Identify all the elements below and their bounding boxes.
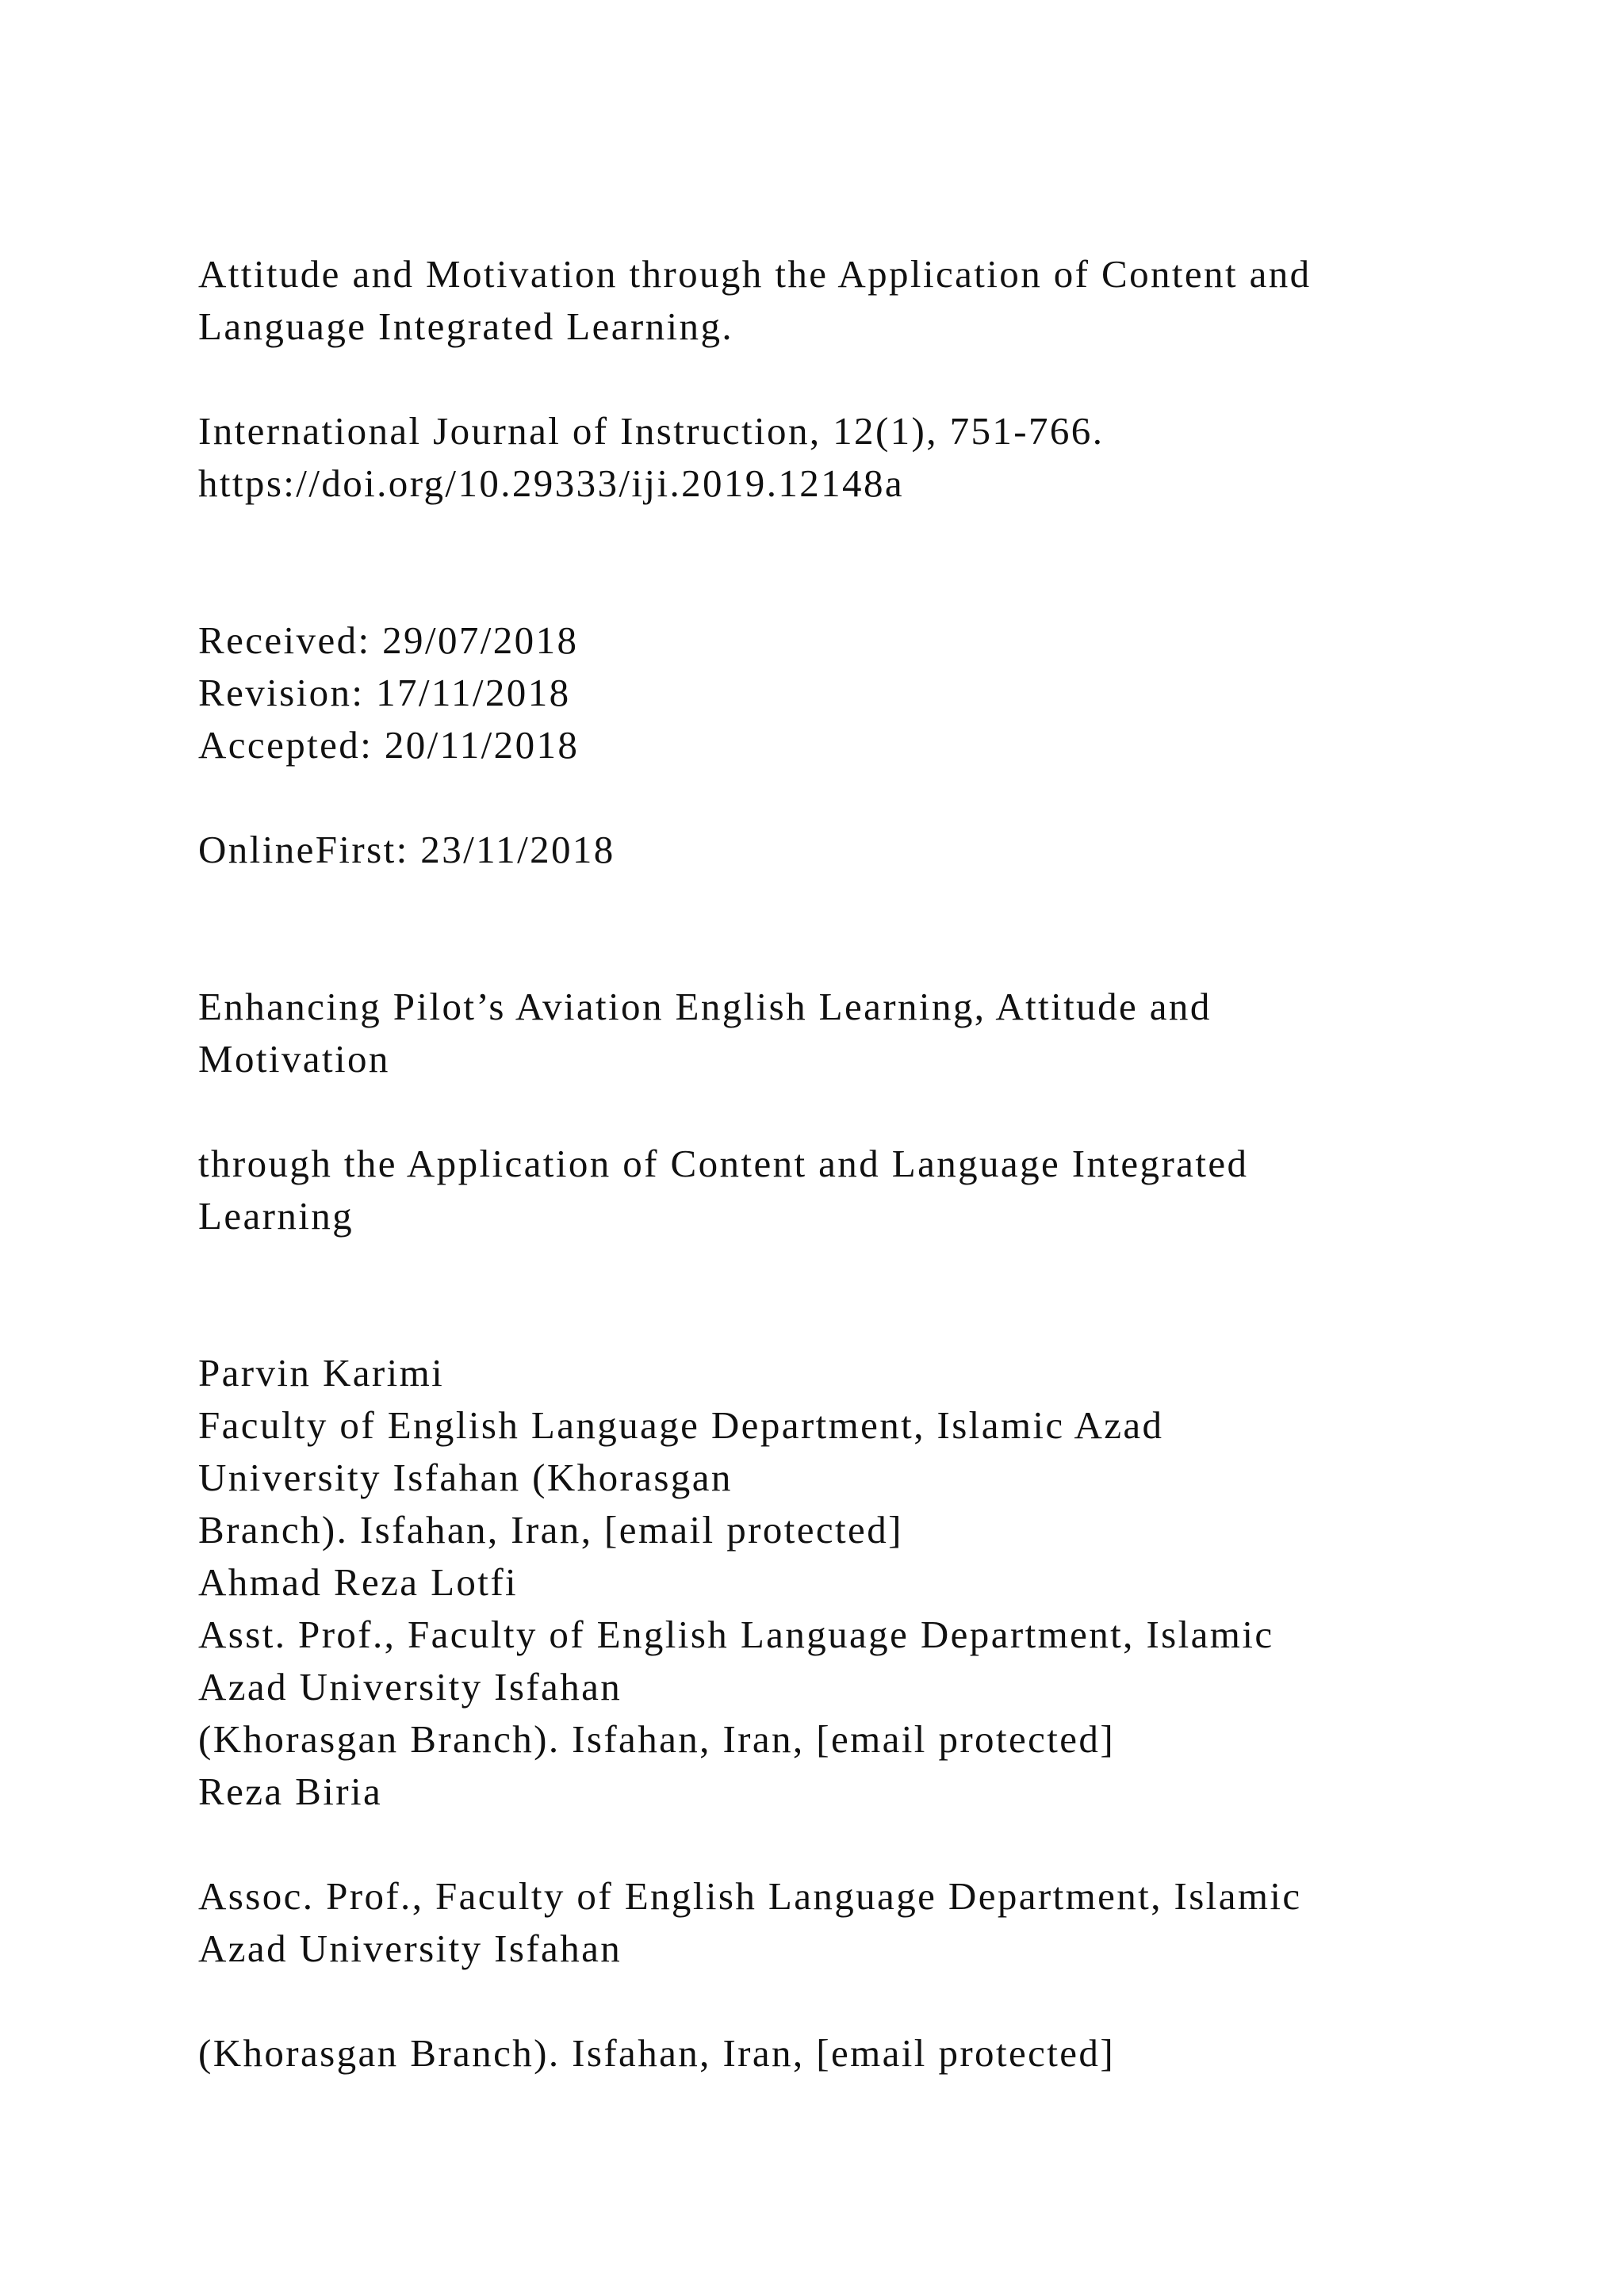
- date-online-first: OnlineFirst: 23/11/2018: [198, 828, 615, 871]
- article-title-line-3: through the Application of Content and Language Integrated: [198, 1142, 1249, 1185]
- author-affiliation-line: Faculty of English Language Department, Islamic Azad: [198, 1403, 1164, 1447]
- author-affiliation-line: Branch). Isfahan, Iran, [email protected]: [198, 1508, 903, 1552]
- article-title-line-4: Learning: [198, 1194, 354, 1238]
- author-affiliation-line: Azad University Isfahan: [198, 1665, 622, 1709]
- date-received: Received: 29/07/2018: [198, 618, 579, 662]
- author-name: Ahmad Reza Lotfi: [198, 1560, 519, 1604]
- author-name: Reza Biria: [198, 1770, 383, 1813]
- article-title-line-1: Enhancing Pilot’s Aviation English Learning, Attitude and: [198, 985, 1212, 1028]
- author-affiliation-line: (Khorasgan Branch). Isfahan, Iran, [email protected]: [198, 2031, 1116, 2075]
- author-affiliation-line: Azad University Isfahan: [198, 1927, 622, 1970]
- date-revision: Revision: 17/11/2018: [198, 671, 571, 714]
- citation-title-line-1: Attitude and Motivation through the Application of Content and: [198, 252, 1312, 296]
- author-affiliation-line: (Khorasgan Branch). Isfahan, Iran, [email protected]: [198, 1717, 1116, 1761]
- date-accepted: Accepted: 20/11/2018: [198, 723, 580, 767]
- citation-journal: International Journal of Instruction, 12(1), 751-766.: [198, 409, 1105, 453]
- author-affiliation-line: Assoc. Prof., Faculty of English Language Department, Islamic: [198, 1874, 1302, 1918]
- author-name: Parvin Karimi: [198, 1351, 445, 1395]
- author-affiliation-line: Asst. Prof., Faculty of English Language Department, Islamic: [198, 1613, 1274, 1656]
- citation-title-line-2: Language Integrated Learning.: [198, 304, 733, 348]
- article-title-line-2: Motivation: [198, 1037, 390, 1081]
- author-affiliation-line: University Isfahan (Khorasgan: [198, 1456, 733, 1499]
- citation-doi: https://doi.org/10.29333/iji.2019.12148a: [198, 461, 905, 505]
